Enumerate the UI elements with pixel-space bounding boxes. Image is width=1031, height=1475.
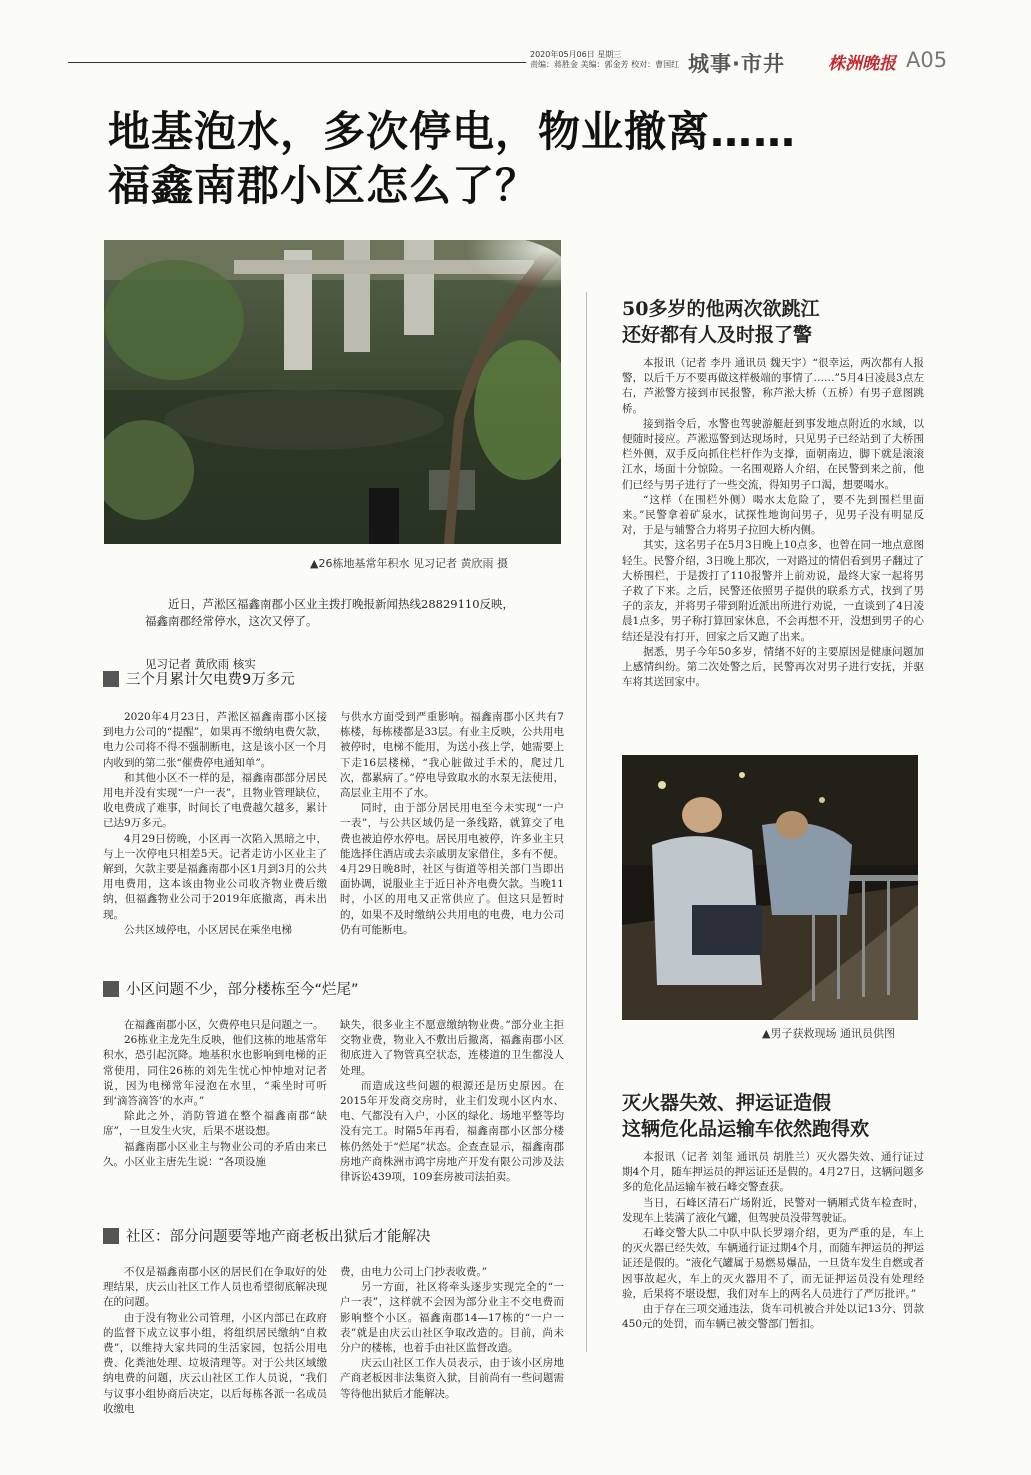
- paragraph: 据悉，男子今年50多岁，情绪不好的主要原因是健康问题加上感情纠纷。第二次处警之后，民警再次对男子进行安抚，并驱车将其送回家中。: [622, 645, 924, 689]
- paragraph: 同时，由于部分居民用电至今未实现“一户一表”，与公共区域仍是一条线路，就算交了电费也被迫停水停电。居民用电被停，许多业主只能选择住酒店或去亲戚朋友家借住，多有不便。4月29日晚8时，社区与街道等相关部门当即出面协调，说服业主于近日补齐电费欠款。当晚11时，小区的用电又正常供应了。但这只是暂时的，如果不及时缴纳公共用电的电费，电力公司仍有可能断电。: [340, 802, 564, 936]
- paragraph: 当日，石峰区清石广场附近，民警对一辆厢式货车检查时，发现车上装满了液化气罐，但驾驶员没带驾驶证。: [622, 1196, 924, 1224]
- paragraph: 另一方面，社区将牵头逐步实现完全的“一户一表”，这样就不会因为部分业主不交电费而影响整个小区。福鑫南郡14—17栋的“一户一表”就是由庆云山社区争取改造的。目前，尚未分户的楼栋，也着手由社区监督改造。: [340, 1281, 564, 1355]
- header-rule: [68, 62, 526, 63]
- paragraph: 与供水方面受到严重影响。福鑫南郡小区共有7栋楼，每栋楼都是33层。有业主反映，公共用电被停时，电梯不能用，为送小孩上学，她需要上下走16层楼梯，“我心脏做过手术的，爬过几次，都累病了。”停电导致取水的水泵无法使用，高层业主用不了水。: [340, 711, 564, 800]
- side-article-1-title: [622, 296, 942, 348]
- subtitle-2-text: 小区问题不少，部分楼栋至今“烂尾”: [126, 982, 359, 998]
- headline-line-1: 地基泡水，多次停电，物业撤离……: [108, 107, 797, 156]
- subtitle-marker-icon: [103, 671, 119, 687]
- byline: 见习记者 黄欣雨 核实: [145, 657, 256, 671]
- paragraph: 其实，这名男子在5月3日晚上10点多，也曾在同一地点意图轻生。民警介绍，3日晚上那次，一对路过的情侣看到男子翻过了大桥围栏，于是拨打了110报警并上前劝说，最终大家一起将男子救了下来。之后，民警还依照男子提供的联系方式，找到了男子的亲友，并将男子带到附近派出所进行劝说，一直谈到了4日凌晨1点多，男子称打算回家休息，不会再想不开，没想到男子的心结还是没有打开，回家之后又跑了出来。: [622, 539, 924, 643]
- editor-line: 责编：蒋胜金 美编：郭金芳 校对：曹国红: [530, 60, 680, 69]
- paragraph: “这样（在围栏外侧）喝水太危险了，要不先到围栏里面来。”民警拿着矿泉水，试探性地询问男子，见男子没有明显反对，于是与辅警合力将男子拉回大桥内侧。: [622, 493, 924, 537]
- paragraph: 石峰交警大队二中队中队长罗翊介绍，更为严重的是，车上的灭火器已经失效，车辆通行证过期4个月，而随车押运员的押运证还是假的。“液化气罐属于易燃易爆品，一旦货车发生自燃或者因事故起火，车上的灭火器用不了，而无证押运员没有处理经验，后果将不堪设想，我们对车上的两名人员进行了严厉批评。”: [622, 1227, 924, 1300]
- headline-line-2: 福鑫南郡小区怎么了？: [108, 161, 539, 210]
- paragraph: 本报讯（记者 李丹 通讯员 魏天宇）“很幸运，两次都有人报警，以后千万不要再做这样极端的事情了……”5月4日凌晨3点左右，芦淞警方接到市民报警，称芦淞大桥（五桥）有男子意图跳桥。: [622, 357, 924, 415]
- side-article-1-body: [622, 356, 924, 740]
- paragraph: 不仅是福鑫南郡小区的居民们在争取好的处理结果，庆云山社区工作人员也希望彻底解决现在的问题。: [103, 1266, 327, 1309]
- section-1-right-column: [340, 710, 564, 962]
- subtitle-3-text: 社区：部分问题要等地产商老板出狱后才能解决: [126, 1229, 431, 1245]
- subtitle-2: [103, 978, 359, 999]
- flooded-foundation-photo: [104, 240, 561, 544]
- side-article-2-body: [622, 1150, 924, 1362]
- main-photo-caption: ▲26栋地基常年积水 见习记者 黄欣雨 摄: [310, 557, 508, 570]
- side-article-2-title-line-2: 这辆危化品运输车依然跑得欢: [622, 1118, 870, 1140]
- flooded-foundation-photo-icon: [104, 240, 561, 544]
- paragraph: 缺失，很多业主不愿意缴纳物业费。”部分业主拒交物业费，物业入不敷出后撤离，福鑫南郡小区彻底进入了物管真空状态，连楼道的卫生都没人处理。: [340, 1019, 564, 1077]
- date-line: 2020年05月06日 星期三: [530, 50, 622, 59]
- subtitle-3: [103, 1225, 431, 1246]
- section-3-right-column: [340, 1265, 564, 1425]
- paragraph: 除此之外，消防管道在整个福鑫南郡“缺席”，一旦发生火灾，后果不堪设想。: [103, 1110, 327, 1138]
- paragraph: 福鑫南郡小区业主与物业公司的矛盾由来已久。小区业主唐先生说：“各项设施: [103, 1140, 327, 1168]
- side-article-1-title-line-1: 50多岁的他两次欲跳江: [622, 298, 820, 320]
- lead-line-1: 近日，芦淞区福鑫南郡小区业主拨打晚报新闻热线28829110反映，: [168, 597, 515, 611]
- page-number: A05: [906, 48, 948, 72]
- paragraph: 由于没有物业公司管理，小区内部已在政府的监督下成立议事小组，将组织居民缴纳“自救费”，以维持大家共同的生活家园，包括公用电费、化粪池处理、垃圾清理等。对于公共区域缴纳电费的问题，庆云山社区工作人员说，“我们与议事小组协商后决定，以后每栋各派一名成员收缴电: [103, 1311, 327, 1415]
- header-meta: [530, 50, 679, 70]
- article-lead: [145, 596, 565, 630]
- headline: [108, 105, 928, 213]
- paragraph: 公共区域停电，小区居民在乘坐电梯: [124, 923, 292, 936]
- side-article-1-title-line-2: 还好都有人及时报了警: [622, 324, 813, 346]
- paragraph: 26栋业主龙先生反映，他们这栋的地基常年积水，恐引起沉降。地基积水也影响到电梯的正常使用，同住26栋的刘先生忧心忡忡地对记者说，因为电梯常年浸泡在水里，“乘坐时可听到‘滴答滴答’的水声。”: [103, 1034, 327, 1108]
- lead-line-2: 福鑫南郡经常停水，这次又停了。: [145, 614, 318, 628]
- subtitle-1: [103, 668, 295, 689]
- paragraph: 和其他小区不一样的是，福鑫南郡部分居民用电并没有实现“一户一表”，且物业管理缺位，收电费成了难事，时间长了电费越欠越多，累计已达9万多元。: [103, 771, 327, 830]
- section-1-left-column: [103, 710, 327, 962]
- paragraph: 由于存在三项交通违法，货车司机被合并处以记13分、罚款450元的处罚，而车辆已被交警部门暂扣。: [622, 1303, 924, 1331]
- paragraph: 而造成这些问题的根源还是历史原因。在2015年开发商交房时，业主们发现小区内水、电、气都没有入户，小区的绿化、场地平整等均没有完工。时隔5年再看，福鑫南郡小区部分楼栋仍然处于“烂尾”状态。企查查显示，福鑫南郡房地产商株洲市鸿宇房地产开发有限公司涉及法律诉讼439项，109套房被司法拍卖。: [340, 1079, 564, 1184]
- section-name: 城事·市井: [688, 52, 785, 76]
- side-article-2-title: [622, 1090, 942, 1142]
- paragraph: 4月29日傍晚，小区再一次陷入黑暗之中，与上一次停电只相差5天。记者走访小区业主了解到，欠款主要是福鑫南郡小区1月到3月的公共用电费用，这本该由物业公司收齐物业费后缴纳，但福鑫物业公司于2019年底撤离，再未出现。: [103, 832, 327, 921]
- newspaper-logo: 株洲晚报: [828, 54, 896, 74]
- paragraph: 接到指令后，水警也驾驶游艇赶到事发地点附近的水域，以便随时接应。芦淞巡警到达现场时，只见男子已经站到了大桥围栏外侧，双手反向抓住栏杆作为支撑，面朝南边，脚下就是滚滚江水，场面十分惊险。一名围观路人介绍，在民警到来之前，他们已经与男子进行了一些交流，得知男子口渴，想要喝水。: [622, 417, 924, 491]
- subtitle-marker-icon: [103, 1228, 119, 1244]
- bridge-rescue-photo-icon: [622, 755, 918, 1020]
- section-3-left-column: [103, 1265, 327, 1425]
- side-article-2-title-line-1: 灭火器失效、押运证造假: [622, 1092, 832, 1114]
- column-divider: [586, 292, 587, 1352]
- bridge-rescue-photo: [622, 755, 918, 1020]
- paragraph: 庆云山社区工作人员表示，由于该小区房地产商老板因非法集资入狱，目前尚有一些问题需等待他出狱后才能解决。: [340, 1357, 564, 1400]
- section-2-right-column: [340, 1018, 564, 1210]
- paragraph: 费，由电力公司上门抄表收费。”: [340, 1266, 488, 1278]
- subtitle-marker-icon: [103, 981, 119, 997]
- side-photo-caption: ▲男子获救现场 通讯员供图: [762, 1027, 895, 1040]
- section-2-left-column: [103, 1018, 327, 1210]
- paragraph: 本报讯（记者 刘玺 通讯员 胡胜兰）灭火器失效、通行证过期4个月，随车押运员的押运证还是假的。4月27日，这辆问题多多的危化品运输车被石峰交警查获。: [622, 1151, 924, 1194]
- paragraph: 在福鑫南郡小区，欠费停电只是问题之一。: [124, 1019, 324, 1031]
- subtitle-1-text: 三个月累计欠电费9万多元: [126, 672, 295, 688]
- paragraph: 2020年4月23日，芦淞区福鑫南郡小区接到电力公司的“提醒”，如果再不缴纳电费欠款，电力公司将不得不强制断电，这是该小区一个月内收到的第二张“催费停电通知单”。: [103, 711, 327, 769]
